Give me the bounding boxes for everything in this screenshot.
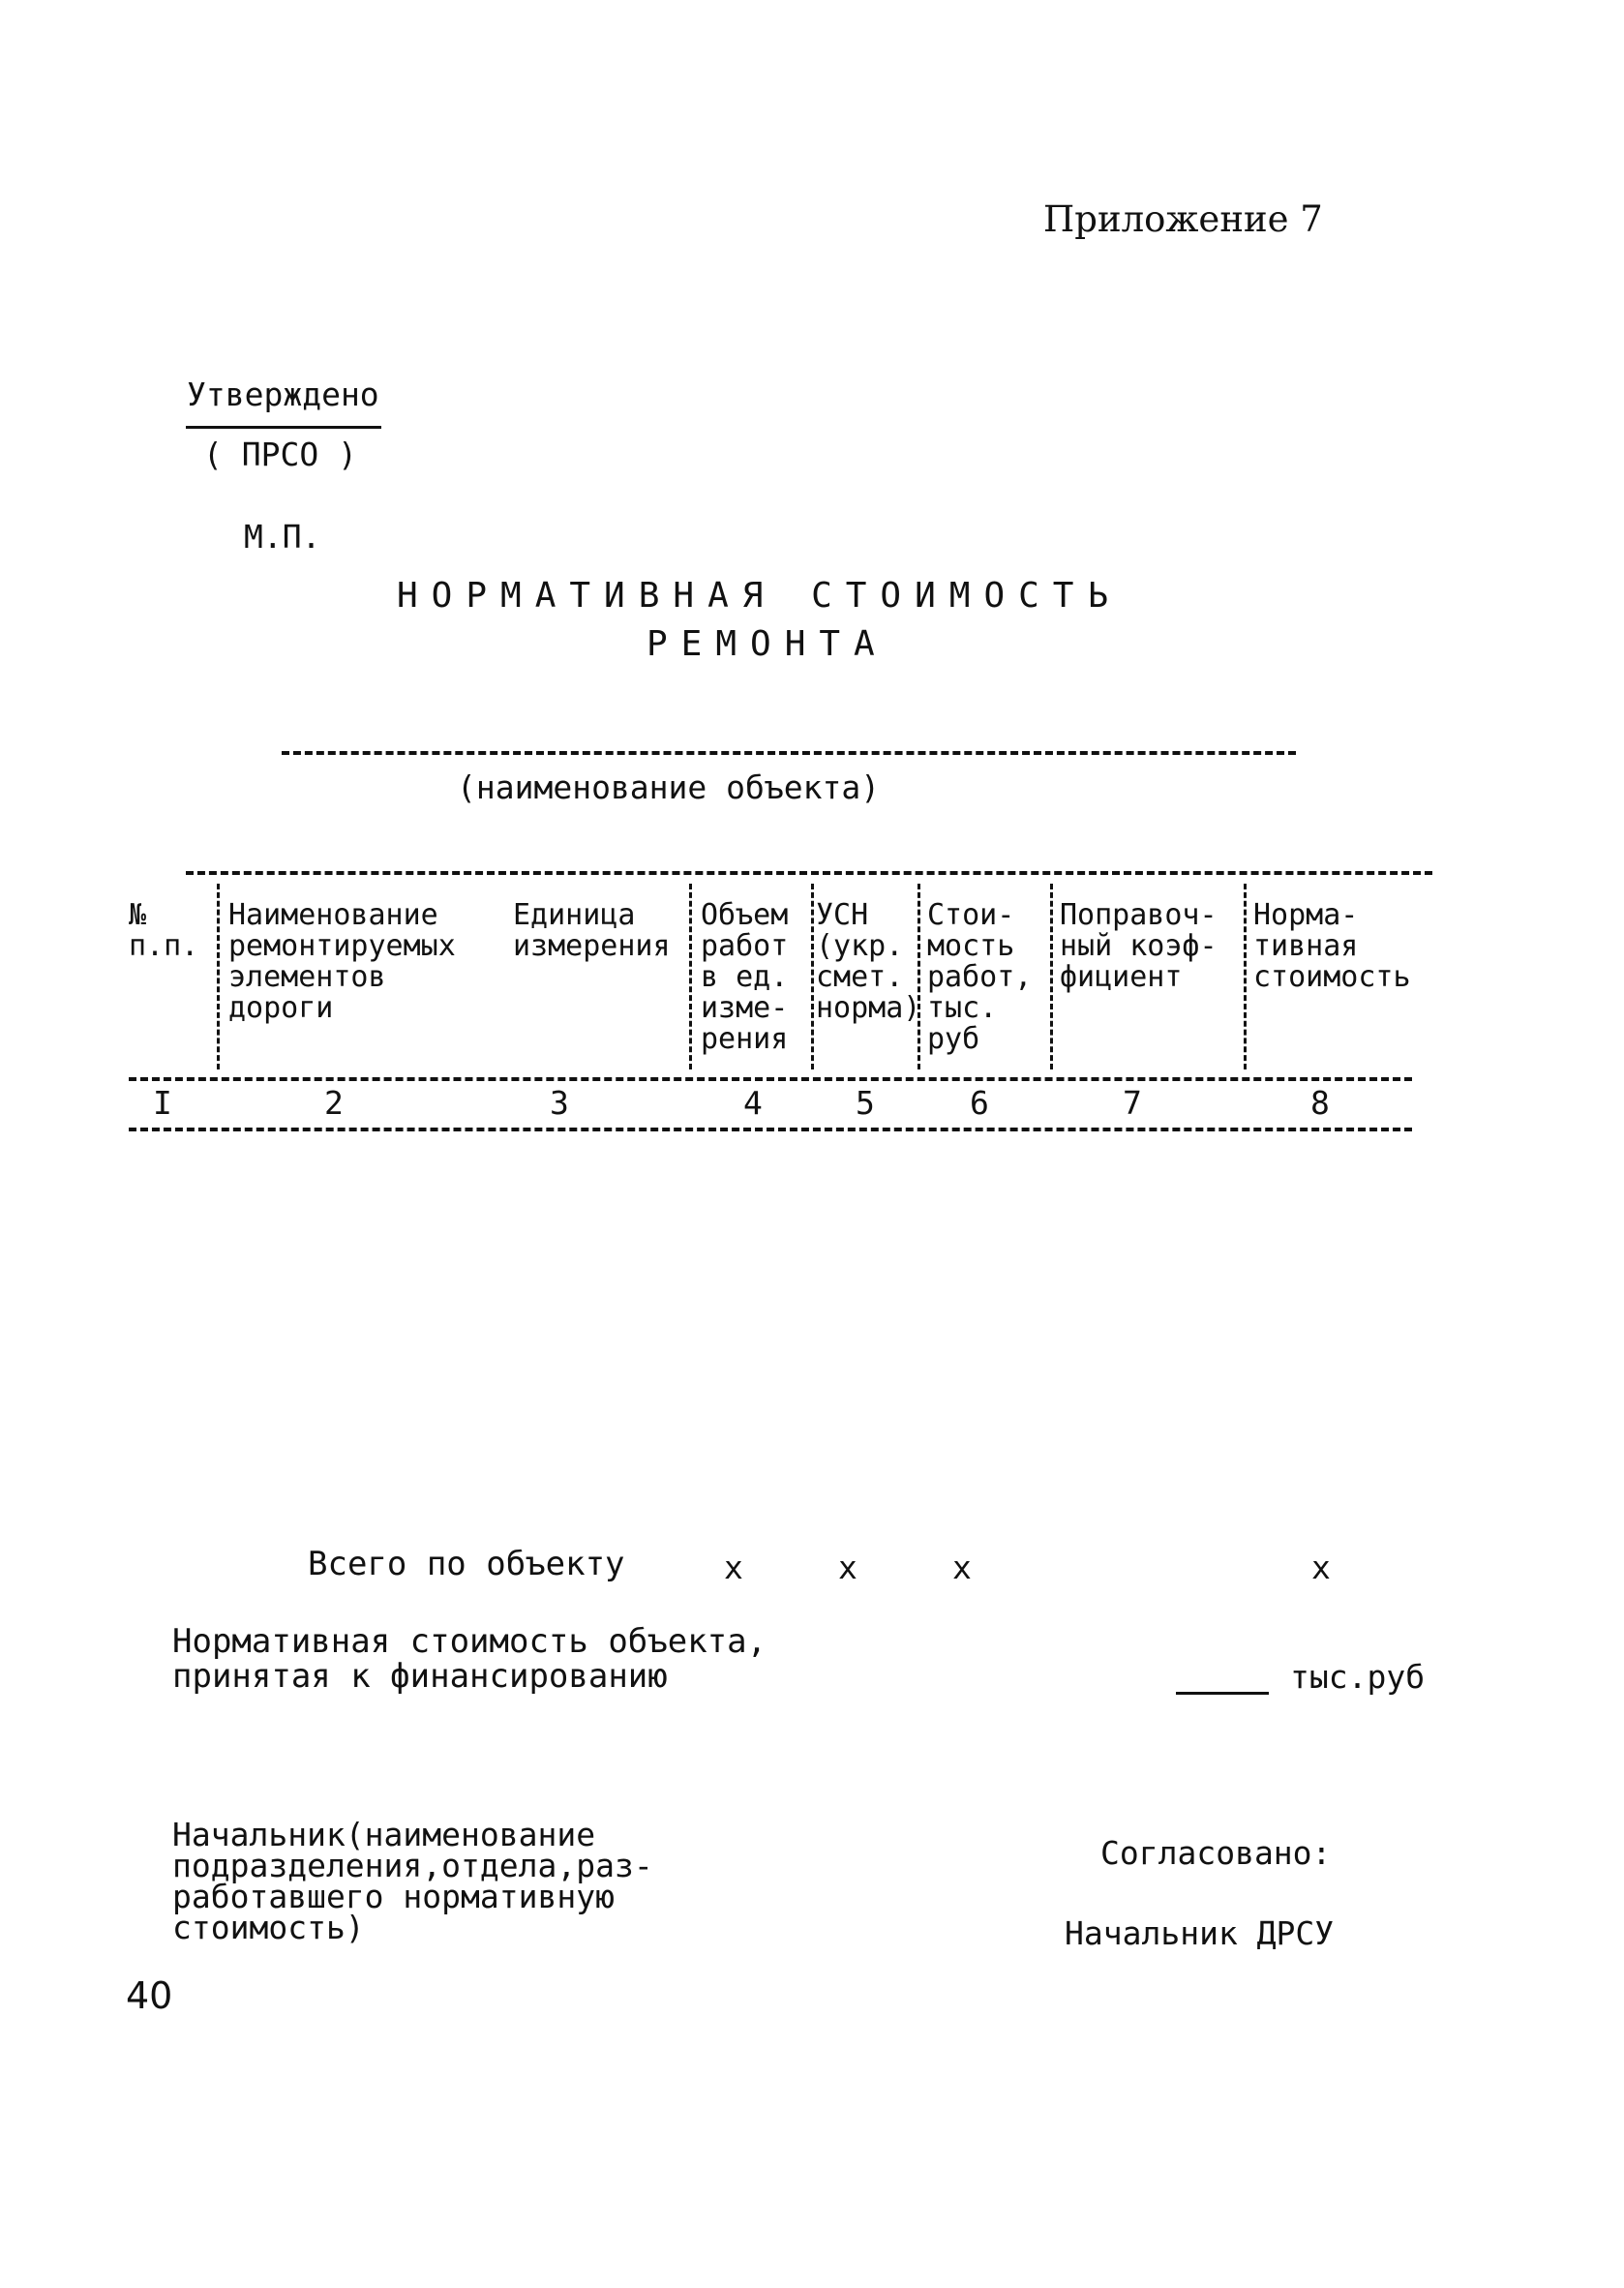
column-separator: [217, 884, 220, 1069]
header-col-4: Объем работ в ед. изме- рения: [701, 898, 789, 1056]
object-name-line: [282, 751, 1296, 755]
column-number: I: [153, 1084, 172, 1122]
header-col-8: Норма- тивная стоимость: [1253, 898, 1411, 994]
column-separator: [689, 884, 692, 1069]
approved-label: Утверждено: [187, 376, 379, 413]
chief-drsu-label: Начальник ДРСУ: [1065, 1914, 1335, 1952]
title-line-1: НОРМАТИВНАЯ СТОИМОСТЬ: [397, 576, 1123, 616]
agreed-label: Согласовано:: [1100, 1834, 1332, 1872]
table-bottom-rule: [129, 1128, 1412, 1131]
total-mark: х: [1311, 1549, 1331, 1586]
header-col-1: № п.п.: [129, 898, 199, 963]
header-col-7: Поправоч- ный коэф- фициент: [1060, 898, 1218, 994]
total-mark: х: [952, 1549, 972, 1586]
column-number: 2: [324, 1084, 344, 1122]
column-number: 6: [970, 1084, 989, 1122]
column-number: 4: [743, 1084, 763, 1122]
header-col-3: Единица измерения: [513, 898, 671, 963]
total-mark: х: [724, 1549, 743, 1586]
header-col-6: Стои- мость работ, тыс. руб: [927, 898, 1033, 1056]
total-mark: х: [838, 1549, 857, 1586]
column-separator: [1244, 884, 1247, 1069]
approver-name: ( ПРСО ): [203, 436, 357, 473]
table-top-rule: [186, 871, 1432, 875]
column-separator: [1050, 884, 1053, 1069]
total-label: Всего по объекту: [308, 1545, 625, 1583]
title-line-2: РЕМОНТА: [647, 624, 888, 664]
page-number: 40: [126, 1974, 173, 2017]
normative-cost-label: Нормативная стоимость объекта, принятая к финансированию: [172, 1622, 767, 1696]
header-col-5: УСН (укр. смет. норма): [816, 898, 921, 1025]
column-separator: [811, 884, 814, 1069]
object-name-caption: (наименование объекта): [457, 768, 881, 806]
column-number: 8: [1310, 1084, 1330, 1122]
table-header-rule: [129, 1077, 1412, 1081]
header-col-2: Наименование ремонтируемых элементов дороги: [228, 898, 456, 1025]
column-number: 5: [856, 1084, 875, 1122]
approved-underline: [186, 426, 381, 429]
appendix-label: Приложение 7: [1043, 198, 1323, 240]
chief-signature-block: Начальник(наименование подразделения,отдела,раз- работавшего нормативную стоимость): [172, 1816, 653, 1946]
sum-fill-line: [1176, 1692, 1269, 1695]
column-number: 3: [550, 1084, 569, 1122]
seal-place: М.П.: [244, 518, 321, 556]
sum-unit: тыс.руб: [1290, 1658, 1426, 1696]
column-number: 7: [1123, 1084, 1142, 1122]
